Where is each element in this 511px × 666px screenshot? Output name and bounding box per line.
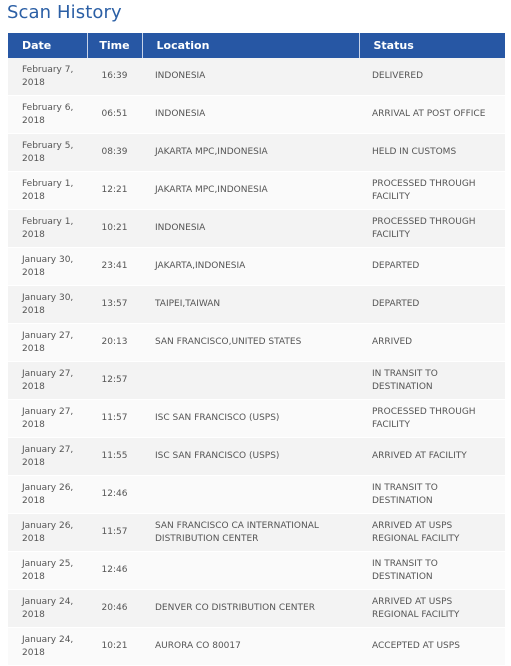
- cell-time: 20:46: [87, 590, 142, 628]
- table-row: [8, 400, 505, 438]
- table-row: [8, 362, 505, 400]
- cell-time: 20:13: [87, 324, 142, 362]
- cell-status: IN TRANSIT TO DESTINATION: [359, 362, 505, 400]
- cell-date: February 7, 2018: [8, 58, 87, 96]
- cell-time: 12:46: [87, 476, 142, 514]
- cell-location: DENVER CO DISTRIBUTION CENTER: [142, 590, 359, 628]
- cell-date: January 26, 2018: [8, 514, 87, 552]
- cell-date: February 1, 2018: [8, 210, 87, 248]
- cell-time: 10:21: [87, 210, 142, 248]
- cell-date: January 27, 2018: [8, 324, 87, 362]
- cell-date: February 6, 2018: [8, 96, 87, 134]
- cell-status: DELIVERED: [359, 58, 505, 96]
- column-header-time: Time: [87, 33, 142, 58]
- cell-location: JAKARTA MPC,INDONESIA: [142, 172, 359, 210]
- cell-location: JAKARTA,INDONESIA: [142, 248, 359, 286]
- table-row: [8, 58, 505, 96]
- cell-status: ARRIVED AT FACILITY: [359, 438, 505, 476]
- cell-location: INDONESIA: [142, 96, 359, 134]
- cell-date: January 24, 2018: [8, 590, 87, 628]
- cell-status: PROCESSED THROUGH FACILITY: [359, 400, 505, 438]
- cell-location: SAN FRANCISCO,UNITED STATES: [142, 324, 359, 362]
- cell-status: PROCESSED THROUGH FACILITY: [359, 172, 505, 210]
- cell-time: 16:39: [87, 58, 142, 96]
- cell-time: 12:21: [87, 172, 142, 210]
- table-row: [8, 210, 505, 248]
- table-row: [8, 324, 505, 362]
- cell-location: SAN FRANCISCO CA INTERNATIONAL DISTRIBUTION CENTER: [142, 514, 359, 552]
- cell-time: 11:57: [87, 514, 142, 552]
- cell-date: January 30, 2018: [8, 248, 87, 286]
- table-row: [8, 514, 505, 552]
- cell-date: February 5, 2018: [8, 134, 87, 172]
- cell-location: AURORA CO 80017: [142, 628, 359, 666]
- cell-time: 08:39: [87, 134, 142, 172]
- scan-history-table: [8, 33, 505, 666]
- column-header-location: Location: [142, 33, 359, 58]
- cell-status: ARRIVAL AT POST OFFICE: [359, 96, 505, 134]
- header-row: [8, 33, 505, 58]
- cell-date: January 27, 2018: [8, 438, 87, 476]
- cell-time: 12:46: [87, 552, 142, 590]
- cell-status: DEPARTED: [359, 248, 505, 286]
- cell-location: [142, 552, 359, 590]
- table-row: [8, 438, 505, 476]
- table-row: [8, 552, 505, 590]
- cell-date: January 24, 2018: [8, 628, 87, 666]
- cell-date: February 1, 2018: [8, 172, 87, 210]
- page-title: Scan History: [7, 2, 122, 23]
- table-body: [8, 58, 505, 666]
- cell-status: IN TRANSIT TO DESTINATION: [359, 552, 505, 590]
- cell-date: January 30, 2018: [8, 286, 87, 324]
- cell-time: 13:57: [87, 286, 142, 324]
- cell-date: January 25, 2018: [8, 552, 87, 590]
- cell-location: ISC SAN FRANCISCO (USPS): [142, 400, 359, 438]
- column-header-status: Status: [359, 33, 505, 58]
- cell-time: 11:55: [87, 438, 142, 476]
- cell-date: January 27, 2018: [8, 362, 87, 400]
- table-row: [8, 134, 505, 172]
- cell-status: DEPARTED: [359, 286, 505, 324]
- table-row: [8, 248, 505, 286]
- cell-time: 12:57: [87, 362, 142, 400]
- table-row: [8, 96, 505, 134]
- cell-location: TAIPEI,TAIWAN: [142, 286, 359, 324]
- cell-location: [142, 476, 359, 514]
- cell-status: HELD IN CUSTOMS: [359, 134, 505, 172]
- table-row: [8, 476, 505, 514]
- cell-location: ISC SAN FRANCISCO (USPS): [142, 438, 359, 476]
- table-row: [8, 590, 505, 628]
- cell-time: 11:57: [87, 400, 142, 438]
- cell-date: January 27, 2018: [8, 400, 87, 438]
- cell-date: January 26, 2018: [8, 476, 87, 514]
- cell-status: IN TRANSIT TO DESTINATION: [359, 476, 505, 514]
- cell-location: [142, 362, 359, 400]
- cell-status: ARRIVED AT USPS REGIONAL FACILITY: [359, 514, 505, 552]
- cell-status: PROCESSED THROUGH FACILITY: [359, 210, 505, 248]
- table-row: [8, 172, 505, 210]
- table-row: [8, 286, 505, 324]
- cell-time: 06:51: [87, 96, 142, 134]
- cell-status: ARRIVED AT USPS REGIONAL FACILITY: [359, 590, 505, 628]
- table-header: [8, 33, 505, 58]
- cell-status: ACCEPTED AT USPS: [359, 628, 505, 666]
- cell-location: INDONESIA: [142, 210, 359, 248]
- cell-time: 23:41: [87, 248, 142, 286]
- cell-status: ARRIVED: [359, 324, 505, 362]
- cell-time: 10:21: [87, 628, 142, 666]
- table-row: [8, 628, 505, 666]
- column-header-date: Date: [8, 33, 87, 58]
- cell-location: INDONESIA: [142, 58, 359, 96]
- cell-location: JAKARTA MPC,INDONESIA: [142, 134, 359, 172]
